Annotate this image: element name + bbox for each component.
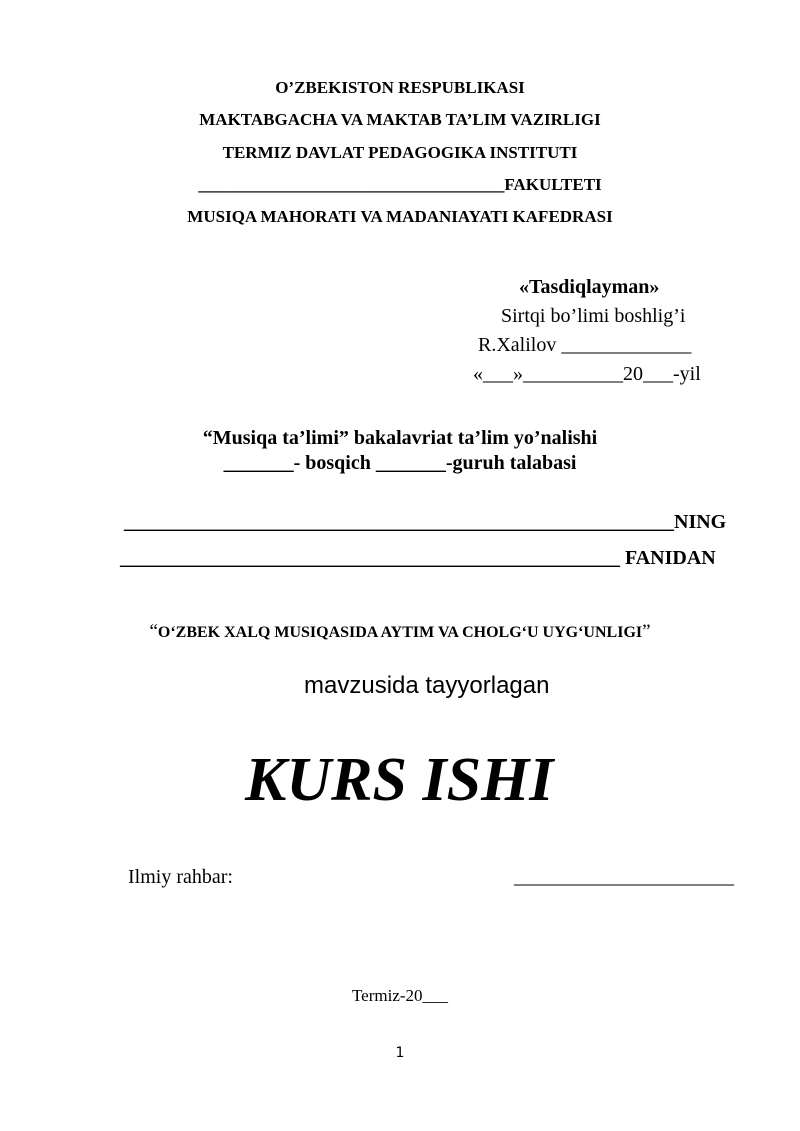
department-heading: MUSIQA MAHORATI VA MADANIAYATI KAFEDRASI xyxy=(187,207,613,226)
topic-title xyxy=(0,621,800,643)
city-year: Termiz-20___ xyxy=(351,986,449,1005)
document-title: KURS ISHI xyxy=(245,746,554,814)
approval-title: «Tasdiqlayman» xyxy=(519,276,660,298)
faculty-line: ____________________________________FAKULTETI xyxy=(198,175,602,194)
course-group-line: _______- bosqich _______-guruh talabasi xyxy=(223,452,577,474)
advisor-signature-line: ______________________ xyxy=(514,866,734,888)
page-number: 1 xyxy=(395,1045,405,1061)
subject-line: __________________________________________________ FANIDAN xyxy=(120,547,716,569)
prepared-on-topic: mavzusida tayyorlagan xyxy=(304,672,550,699)
ministry-heading: MAKTABGACHA VA MAKTAB TA’LIM VAZIRLIGI xyxy=(199,110,601,129)
advisor-label: Ilmiy rahbar: xyxy=(128,866,233,888)
approval-date: «___»__________20___-yil xyxy=(473,363,701,385)
institute-heading: TERMIZ DAVLAT PEDAGOGIKA INSTITUTI xyxy=(222,143,578,162)
topic-open-quote: “ xyxy=(149,621,158,642)
approval-position: Sirtqi bo’limi boshlig’i xyxy=(501,305,686,327)
topic-close-quote: ” xyxy=(642,621,651,642)
country-heading: O’ZBEKISTON RESPUBLIKASI xyxy=(275,78,525,97)
study-direction: “Musiqa ta’limi” bakalavriat ta’lim yo’nalishi xyxy=(202,427,598,449)
student-name-line: _______________________________________________________NING xyxy=(124,511,727,533)
topic-text: O‘ZBEK XALQ MUSIQASIDA AYTIM VA CHOLG‘U UYG‘UNLIGI xyxy=(157,624,643,641)
approval-signature: R.Xalilov _____________ xyxy=(478,334,692,356)
